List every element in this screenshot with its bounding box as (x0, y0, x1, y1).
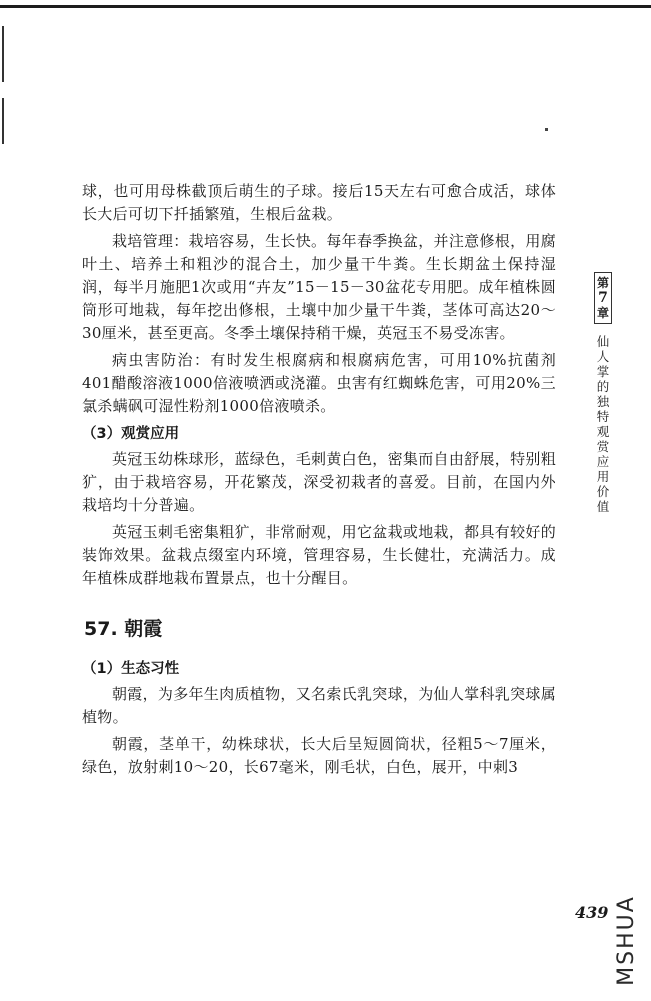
chapter-sidebar (585, 272, 621, 514)
paragraph: 球，也可用母株截顶后萌生的子球。接后15天左右可愈合成活，球体长大后可切下扦插繁殖，生根后盆栽。 (82, 182, 556, 223)
paragraph: 栽培管理：栽培容易，生长快。每年春季换盆，并注意修根，用腐叶土、培养土和粗沙的混合土，加少量干牛粪。生长期盆土保持湿润，每半月施肥1次或用“卉友”15－15－30盆花专用肥。成年植株圆筒形可地栽，每年挖出修根，土壤中加少量干牛粪，茎体可高达20～30厘米，甚至更高。冬季土壤保持稍干燥，英冠玉不易受冻害。 (82, 232, 556, 342)
chapter-title-char: 观 (596, 424, 610, 439)
paragraph: 英冠玉刺毛密集粗犷，非常耐观，用它盆栽或地栽，都具有较好的装饰效果。盆栽点缀室内环境，管理容易，生长健壮，充满活力。成年植株成群地栽布置景点，也十分醒目。 (82, 523, 556, 587)
paragraph: 朝霞，茎单干，幼株球状，长大后呈短圆筒状，径粗5～7厘米，绿色，放射刺10～20，长67毫米，刚毛状，白色，展开，中刺3 (82, 735, 556, 776)
chapter-title-char: 仙 (596, 334, 610, 349)
chapter-title-char: 独 (596, 394, 610, 409)
subheading: （3）观赏应用 (82, 426, 180, 442)
paragraph: 病虫害防治：有时发生根腐病和根腐病危害，可用10%抗菌剂401醋酸溶液1000倍液喷洒或浇灌。虫害有红蜘蛛危害，可用20%三氯杀螨砜可湿性粉剂1000倍液喷杀。 (82, 351, 556, 415)
chapter-label (594, 272, 612, 324)
chapter-title-char: 掌 (596, 364, 610, 379)
paragraph: 英冠玉幼株球形，蓝绿色，毛刺黄白色，密集而自由舒展，特别粗犷，由于栽培容易，开花繁茂，深受初栽者的喜爱。目前，在国内外栽培均十分普遍。 (82, 450, 556, 514)
scan-margin-mark (2, 98, 4, 144)
section-title: 57. 朝霞 (84, 618, 163, 640)
chapter-title-char: 用 (596, 469, 610, 484)
chapter-title-char: 赏 (596, 439, 610, 454)
top-rule (0, 5, 651, 8)
chapter-title-char: 应 (596, 454, 610, 469)
chapter-title-char: 的 (596, 379, 610, 394)
chapter-title-char: 值 (596, 499, 610, 514)
chapter-label-top: 第 (596, 276, 609, 290)
watermark-text: MSHUA (613, 894, 639, 986)
page-number: 439 (575, 903, 609, 922)
paragraph: 朝霞，为多年生肉质植物，又名索氏乳突球，为仙人掌科乳突球属植物。 (82, 685, 556, 726)
scan-margin-mark (2, 26, 4, 82)
chapter-title-char: 特 (596, 409, 610, 424)
chapter-title-char: 价 (596, 484, 610, 499)
scan-speck (545, 128, 548, 131)
chapter-title (597, 334, 610, 514)
chapter-title-char: 人 (596, 349, 610, 364)
page-body (82, 180, 556, 779)
chapter-number: 7 (598, 290, 608, 306)
watermark (606, 880, 646, 1000)
subheading: （1）生态习性 (82, 661, 180, 677)
chapter-label-bottom: 章 (596, 306, 609, 320)
